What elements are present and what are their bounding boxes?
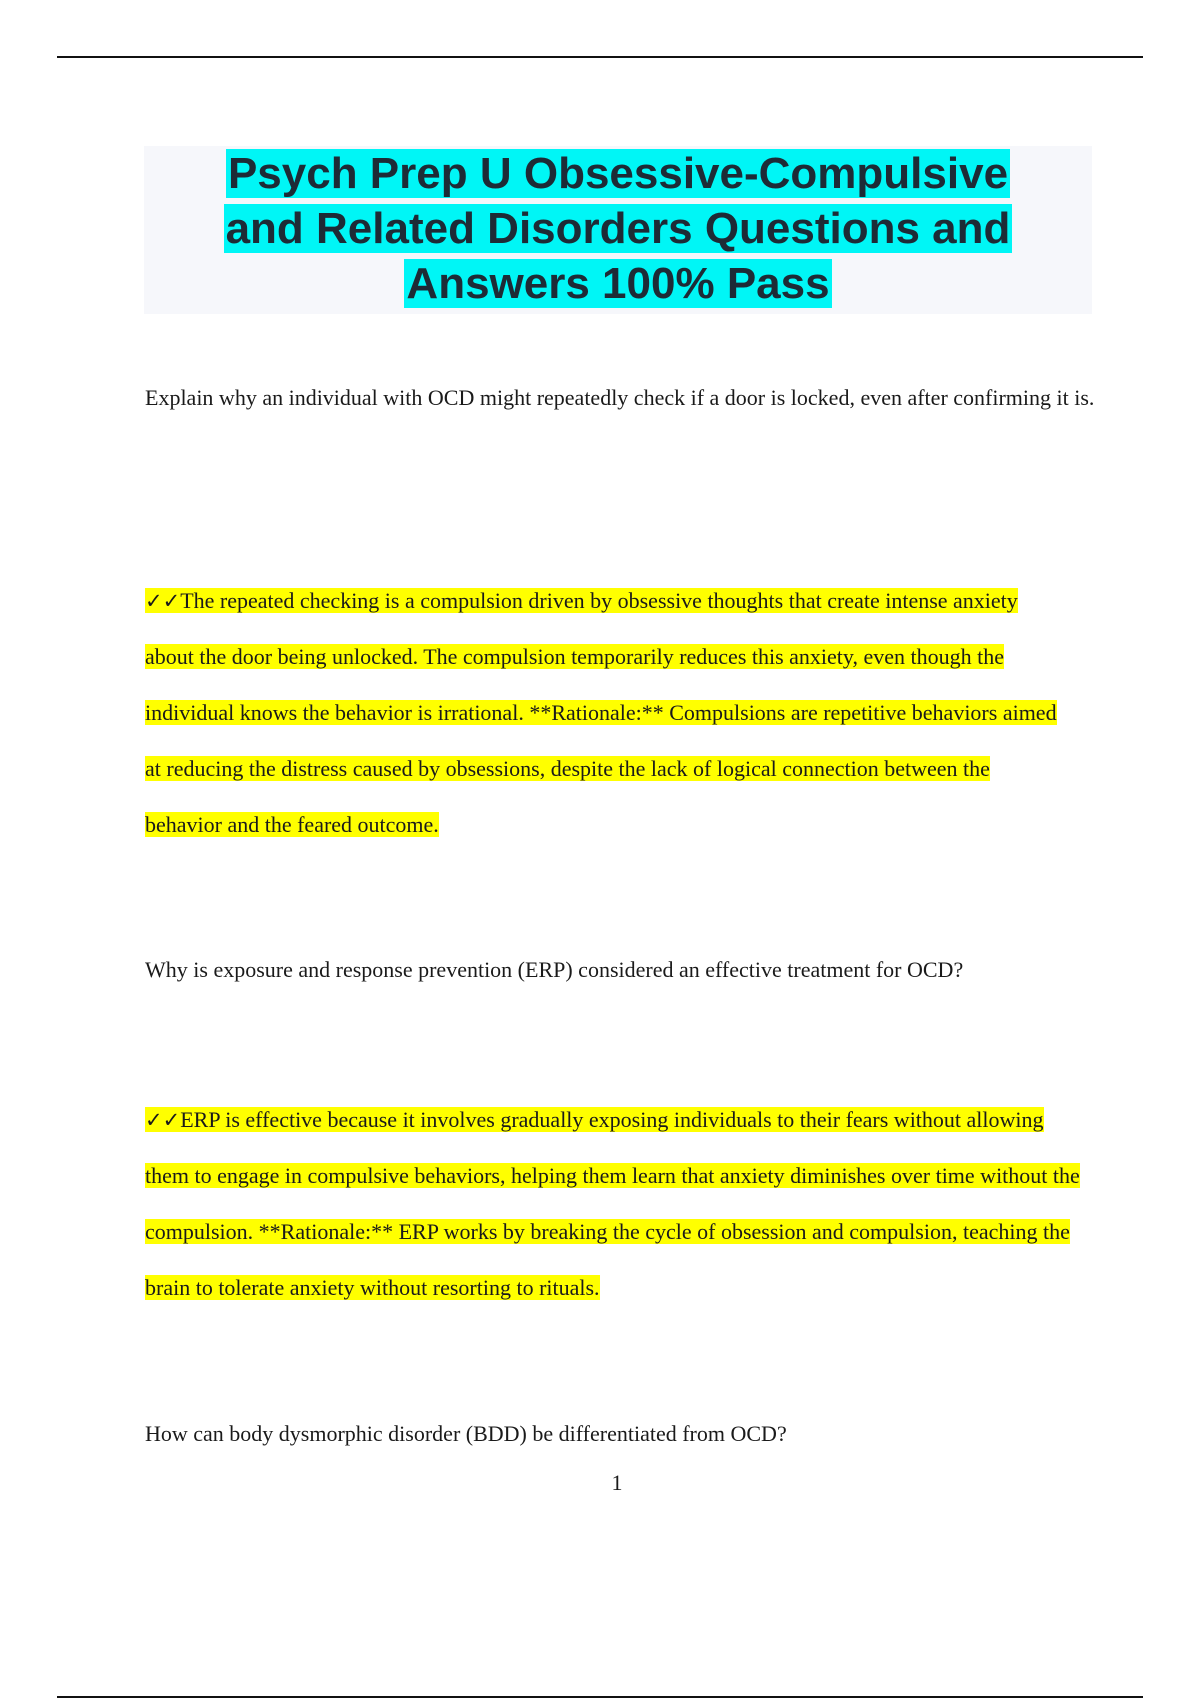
answer-2 (145, 1092, 1090, 1316)
title-line: Psych Prep U Obsessive-Compulsive (227, 149, 1009, 198)
answer-highlight (145, 1107, 1080, 1300)
answer-1 (145, 573, 1065, 853)
title-line: and Related Disorders Questions and (225, 204, 1011, 253)
answer-text: The repeated checking is a compulsion driven by obsessive thoughts that create intense anxiety about the door being unlocked. The compulsion temporarily reduces this anxiety, even though the individual knows the behavior is irrational. **Rationale:** Compulsions are repetitive behaviors aimed at reducing the distress caused by obsessions, despite the lack of logical connection between the behavior and the feared outcome. (145, 588, 1057, 837)
page-number: 1 (611, 1470, 623, 1495)
header-rule (57, 56, 1143, 58)
answer-text: ERP is effective because it involves gradually exposing individuals to their fears without allowing them to engage in compulsive behaviors, helping them learn that anxiety diminishes over time without the compulsion. **Rationale:** ERP works by breaking the cycle of obsession and compulsion, teaching the brain to tolerate anxiety without resorting to rituals. (145, 1107, 1080, 1300)
title-line: Answers 100% Pass (406, 259, 830, 308)
question-text: Explain why an individual with OCD might repeatedly check if a door is locked, even after confirming it is. (145, 385, 1095, 410)
question-text: How can body dysmorphic disorder (BDD) be differentiated from OCD? (145, 1421, 787, 1446)
document-title (144, 146, 1092, 311)
answer-highlight (145, 588, 1057, 837)
question-2 (145, 942, 1095, 998)
check-mark-icon: ✓✓ (145, 1108, 181, 1132)
question-text: Why is exposure and response prevention (ERP) considered an effective treatment for OCD? (145, 957, 964, 982)
check-mark-icon: ✓✓ (145, 589, 181, 613)
question-1 (145, 370, 1095, 426)
footer-rule (57, 1696, 1143, 1698)
question-3 (145, 1406, 1095, 1462)
